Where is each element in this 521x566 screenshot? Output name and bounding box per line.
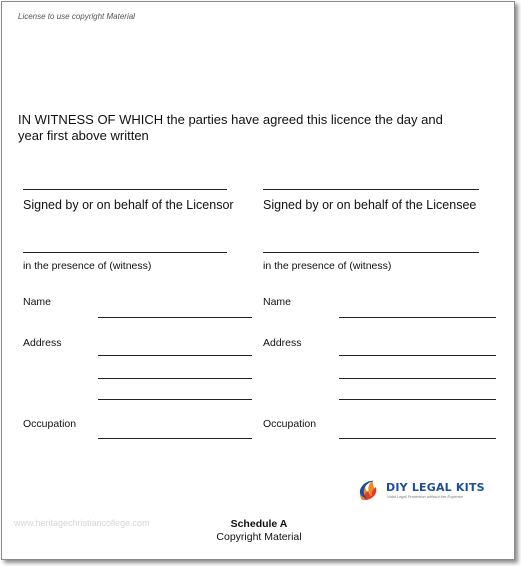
schedule-subtitle: Copyright Material (216, 531, 302, 543)
licensee-witness-label: in the presence of (witness) (263, 260, 392, 272)
diy-legal-kits-logo (356, 476, 506, 504)
licensee-signed-label: Signed by or on behalf of the Licensee (263, 198, 477, 212)
licensee-address-line (339, 378, 496, 379)
licensor-signed-label: Signed by or on behalf of the Licensor (23, 198, 234, 212)
licensor-witness-label: in the presence of (witness) (23, 260, 152, 272)
licensor-signature-line (23, 189, 227, 190)
header-note: License to use copyright Material (18, 12, 135, 21)
licensor-address-label: Address (23, 337, 62, 349)
licensor-address-line (98, 355, 252, 356)
licensor-name-line (98, 317, 252, 318)
licensor-name-label: Name (23, 296, 52, 308)
logo-tagline: Valid Legal Protection without the Expense (387, 494, 463, 499)
licensor-occupation-label: Occupation (23, 418, 77, 430)
licensor-witness-line (23, 252, 227, 253)
licensee-address-line (339, 355, 496, 356)
licensee-name-line (339, 317, 496, 318)
licensor-occupation-line (98, 438, 252, 439)
schedule-title: Schedule A (230, 518, 288, 530)
logo-name: DIY LEGAL KITS (386, 481, 485, 494)
document-page (1, 1, 515, 560)
licensee-witness-line (263, 252, 479, 253)
licensor-address-line (98, 399, 252, 400)
watermark: www.heritagechristiancollege.com (14, 518, 150, 528)
witness-clause: IN WITNESS OF WHICH the parties have agreed this licence the day and year first above written (18, 112, 443, 143)
licensee-address-line (339, 399, 496, 400)
flame-swirl-icon (356, 476, 384, 504)
licensor-address-line (98, 378, 252, 379)
licensee-signature-line (263, 189, 479, 190)
licensee-address-label: Address (263, 337, 302, 349)
licensee-name-label: Name (263, 296, 292, 308)
licensee-occupation-line (339, 438, 496, 439)
licensee-occupation-label: Occupation (263, 418, 317, 430)
